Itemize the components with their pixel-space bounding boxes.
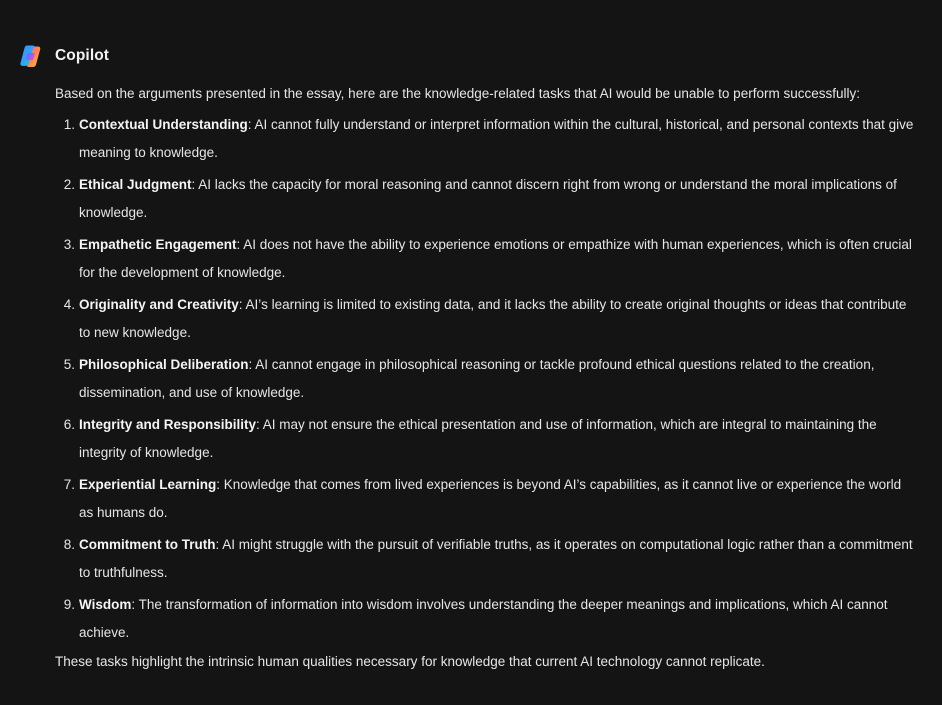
item-term: Empathetic Engagement <box>79 237 237 252</box>
item-text: : AI may not ensure the ethical presentation and use of information, which are integral to maintaining the integrity of knowledge. <box>79 417 877 460</box>
item-term: Experiential Learning <box>79 477 217 492</box>
item-term: Integrity and Responsibility <box>79 417 257 432</box>
task-list <box>55 111 917 647</box>
item-text: : AI cannot engage in philosophical reasoning or tackle profound ethical questions related to the creation, dissemination, and use of knowledge. <box>79 357 875 400</box>
item-text: : Knowledge that comes from lived experiences is beyond AI’s capabilities, as it cannot live or experience the world as humans do. <box>79 477 902 520</box>
list-item <box>55 591 917 647</box>
item-text: : AI lacks the capacity for moral reasoning and cannot discern right from wrong or understand the moral implications of knowledge. <box>79 177 897 220</box>
item-text: : AI might struggle with the pursuit of verifiable truths, as it operates on computational logic rather than a commitment to truthfulness. <box>79 537 913 580</box>
item-text: : AI does not have the ability to experience emotions or empathize with human experiences, which is often crucial for the development of knowledge. <box>79 237 912 280</box>
item-number: 6. <box>63 417 75 432</box>
sender-name: Copilot <box>55 47 110 64</box>
intro-paragraph: Based on the arguments presented in the essay, here are the knowledge-related tasks that AI would be unable to perform successfully: <box>55 86 860 101</box>
copilot-logo-icon <box>18 43 44 69</box>
outro-paragraph: These tasks highlight the intrinsic human qualities necessary for knowledge that current AI technology cannot replicate. <box>55 654 765 669</box>
list-item <box>55 531 917 587</box>
list-item <box>55 291 917 347</box>
item-number: 5. <box>63 357 75 372</box>
item-text: : The transformation of information into wisdom involves understanding the deeper meanings and implications, which AI cannot achieve. <box>79 597 888 640</box>
item-term: Wisdom <box>79 597 132 612</box>
list-item <box>55 411 917 467</box>
item-text: : AI’s learning is limited to existing data, and it lacks the ability to create original thoughts or ideas that contribute to new knowledge. <box>79 297 907 340</box>
list-item <box>55 111 917 167</box>
item-number: 1. <box>63 117 75 132</box>
list-item <box>55 351 917 407</box>
list-item <box>55 171 917 227</box>
item-term: Commitment to Truth <box>79 537 216 552</box>
item-number: 9. <box>63 597 75 612</box>
item-term: Originality and Creativity <box>79 297 239 312</box>
message-body <box>55 83 917 673</box>
item-term: Philosophical Deliberation <box>79 357 249 372</box>
message-header <box>18 43 109 69</box>
item-number: 4. <box>63 297 75 312</box>
item-number: 2. <box>63 177 75 192</box>
item-number: 8. <box>63 537 75 552</box>
item-term: Ethical Judgment <box>79 177 192 192</box>
list-item <box>55 471 917 527</box>
list-item <box>55 231 917 287</box>
item-number: 7. <box>63 477 75 492</box>
item-term: Contextual Understanding <box>79 117 248 132</box>
item-text: : AI cannot fully understand or interpret information within the cultural, historical, and personal contexts that give meaning to knowledge. <box>79 117 914 160</box>
item-number: 3. <box>63 237 75 252</box>
